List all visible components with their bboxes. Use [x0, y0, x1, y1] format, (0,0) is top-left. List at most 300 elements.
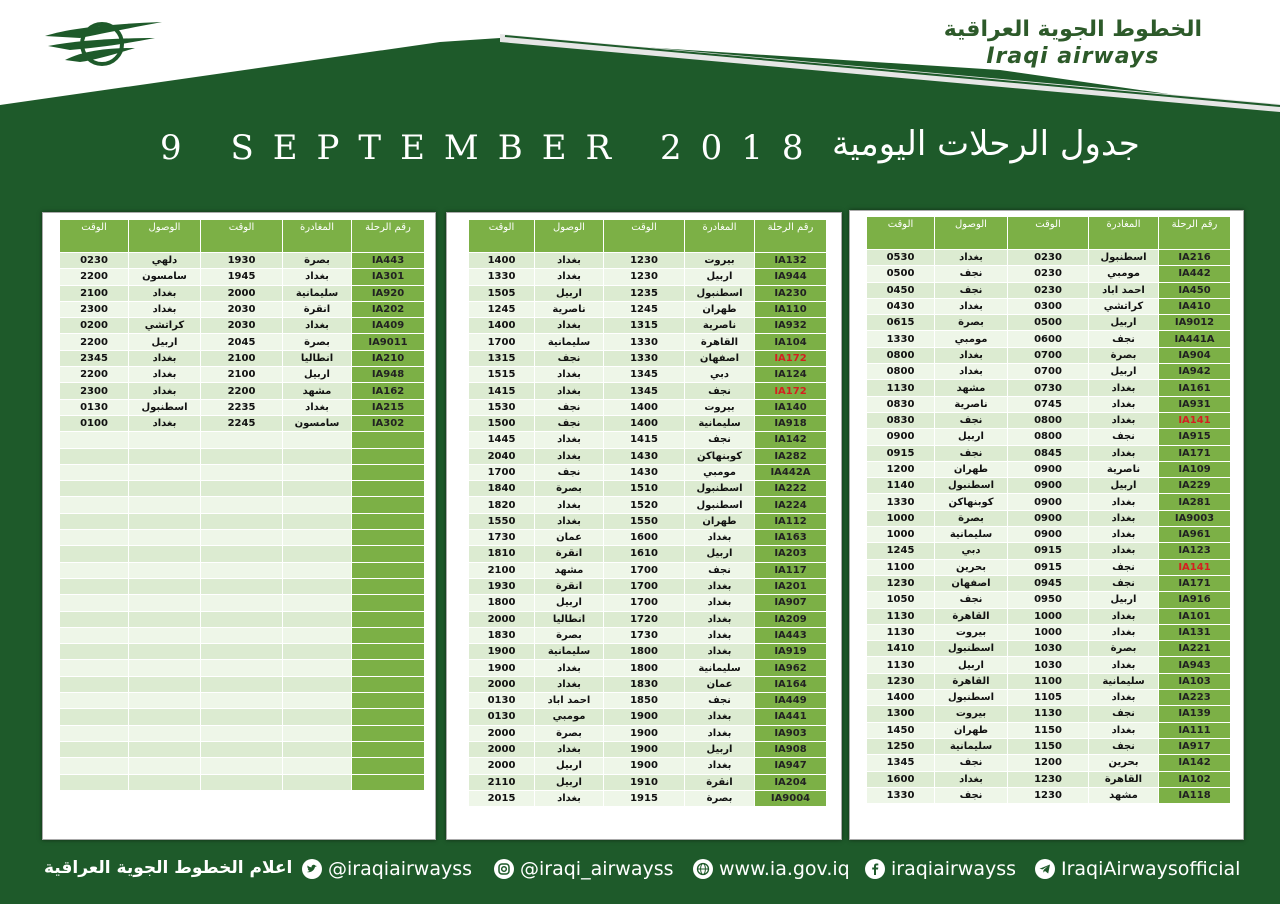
- arrival-time: 2345: [60, 350, 129, 366]
- empty-cell: [201, 578, 283, 594]
- telegram-icon: [1035, 859, 1055, 879]
- arrival-city: اربيل: [535, 774, 604, 790]
- flight-row: [60, 383, 425, 399]
- flight-row: [867, 690, 1231, 706]
- arrival-city: نجف: [535, 415, 604, 431]
- flight-row: [469, 350, 827, 366]
- departure-city: بصرة: [283, 334, 352, 350]
- footer-website[interactable]: [693, 858, 850, 880]
- footer-telegram[interactable]: [1035, 858, 1240, 880]
- departure-city: نجف: [1089, 559, 1159, 575]
- arrival-city: طهران: [935, 461, 1008, 477]
- empty-cell: [129, 497, 201, 513]
- flight-number: IA161: [1159, 380, 1231, 396]
- departure-time: 1700: [604, 578, 685, 594]
- departure-city: بغداد: [685, 627, 755, 643]
- flight-row: [469, 318, 827, 334]
- departure-time: 1400: [604, 415, 685, 431]
- footer-media-credit: [44, 858, 292, 878]
- arrival-time: 1810: [469, 546, 535, 562]
- departure-time: 1400: [604, 399, 685, 415]
- header-arrival: الوصول: [935, 217, 1008, 250]
- flight-number: IA203: [755, 546, 827, 562]
- arrival-city: بغداد: [535, 448, 604, 464]
- arrival-time: 1230: [867, 673, 935, 689]
- flight-number: IA102: [1159, 771, 1231, 787]
- arrival-time: 1330: [867, 331, 935, 347]
- arrival-time: 2000: [469, 758, 535, 774]
- departure-city: بصرة: [685, 790, 755, 806]
- flight-row: [867, 657, 1231, 673]
- flight-row: [469, 627, 827, 643]
- empty-cell: [283, 546, 352, 562]
- arrival-city: اصفهان: [935, 575, 1008, 591]
- departure-time: 1245: [604, 301, 685, 317]
- arrival-city: بغداد: [535, 367, 604, 383]
- empty-cell: [129, 676, 201, 692]
- empty-cell: [201, 676, 283, 692]
- arrival-city: اربيل: [535, 758, 604, 774]
- flight-row: [867, 755, 1231, 771]
- flight-row: [867, 527, 1231, 543]
- departure-time: 0745: [1008, 396, 1089, 412]
- arrival-city: اربيل: [935, 429, 1008, 445]
- departure-time: 0900: [1008, 510, 1089, 526]
- flight-number: IA112: [755, 513, 827, 529]
- flight-row: [867, 608, 1231, 624]
- empty-cell: [201, 644, 283, 660]
- arrival-city: بغداد: [535, 660, 604, 676]
- flight-number: IA947: [755, 758, 827, 774]
- departure-city: كراتشي: [1089, 298, 1159, 314]
- arrival-city: اربيل: [535, 285, 604, 301]
- departure-city: نجف: [685, 693, 755, 709]
- departure-time: 1850: [604, 693, 685, 709]
- departure-time: 1330: [604, 334, 685, 350]
- arrival-time: 1400: [469, 253, 535, 269]
- flight-row: [867, 266, 1231, 282]
- flight-row: [867, 478, 1231, 494]
- departure-time: 0300: [1008, 298, 1089, 314]
- flight-number: IA172: [755, 350, 827, 366]
- empty-cell: [352, 741, 425, 757]
- flight-row: [469, 758, 827, 774]
- flight-row: [469, 660, 827, 676]
- arrival-time: 1930: [469, 578, 535, 594]
- flight-table-morning: [866, 216, 1231, 804]
- departure-city: نجف: [685, 383, 755, 399]
- arrival-city: كراتشي: [129, 318, 201, 334]
- arrival-city: بغداد: [535, 790, 604, 806]
- empty-cell: [283, 432, 352, 448]
- empty-cell: [129, 530, 201, 546]
- empty-cell: [352, 676, 425, 692]
- empty-cell: [283, 741, 352, 757]
- empty-row: [60, 660, 425, 676]
- departure-city: بغداد: [685, 644, 755, 660]
- empty-cell: [352, 644, 425, 660]
- flight-row: [867, 461, 1231, 477]
- empty-cell: [60, 660, 129, 676]
- flight-row: [867, 641, 1231, 657]
- departure-city: بغداد: [685, 611, 755, 627]
- arrival-time: 1330: [867, 787, 935, 803]
- flight-row: [60, 285, 425, 301]
- flight-row: [60, 269, 425, 285]
- empty-cell: [129, 774, 201, 790]
- empty-cell: [352, 530, 425, 546]
- empty-cell: [201, 432, 283, 448]
- header-flight-number: رقم الرحلة: [755, 220, 827, 253]
- flight-row: [469, 530, 827, 546]
- departure-time: 1345: [604, 367, 685, 383]
- flight-number: IA920: [352, 285, 425, 301]
- flight-number: IA131: [1159, 624, 1231, 640]
- flight-row: [469, 432, 827, 448]
- empty-cell: [129, 627, 201, 643]
- flight-number: IA443: [755, 627, 827, 643]
- departure-city: بيروت: [685, 253, 755, 269]
- flight-row: [867, 592, 1231, 608]
- departure-time: 0230: [1008, 250, 1089, 266]
- arrival-time: 2200: [60, 334, 129, 350]
- empty-cell: [352, 595, 425, 611]
- empty-cell: [60, 709, 129, 725]
- arrival-time: 1450: [867, 722, 935, 738]
- arrival-time: 1515: [469, 367, 535, 383]
- empty-row: [60, 644, 425, 660]
- departure-city: بغداد: [1089, 380, 1159, 396]
- departure-city: بغداد: [685, 530, 755, 546]
- flight-row: [469, 513, 827, 529]
- departure-city: نجف: [1089, 331, 1159, 347]
- departure-time: 1105: [1008, 690, 1089, 706]
- empty-cell: [283, 562, 352, 578]
- arrival-time: 0230: [60, 253, 129, 269]
- arrival-city: انقرة: [535, 546, 604, 562]
- empty-cell: [352, 660, 425, 676]
- empty-cell: [283, 464, 352, 480]
- departure-city: نجف: [1089, 575, 1159, 591]
- arrival-time: 1000: [867, 527, 935, 543]
- empty-cell: [129, 432, 201, 448]
- departure-time: 1415: [604, 432, 685, 448]
- arrival-time: 2000: [469, 741, 535, 757]
- arrival-city: بصرة: [935, 510, 1008, 526]
- departure-city: بغداد: [685, 595, 755, 611]
- departure-city: بغداد: [1089, 722, 1159, 738]
- empty-row: [60, 481, 425, 497]
- flight-row: [469, 725, 827, 741]
- departure-city: بغداد: [685, 725, 755, 741]
- flight-number: IA918: [755, 415, 827, 431]
- empty-cell: [283, 513, 352, 529]
- departure-city: سليمانية: [283, 285, 352, 301]
- flight-row: [60, 350, 425, 366]
- arrival-time: 0830: [867, 396, 935, 412]
- departure-time: 0950: [1008, 592, 1089, 608]
- flight-row: [469, 334, 827, 350]
- header-arrival: الوصول: [129, 220, 201, 253]
- departure-time: 0900: [1008, 461, 1089, 477]
- departure-time: 1915: [604, 790, 685, 806]
- footer-twitter[interactable]: [302, 858, 472, 880]
- empty-cell: [283, 595, 352, 611]
- flight-row: [867, 771, 1231, 787]
- header-arrival-time: الوقت: [469, 220, 535, 253]
- arrival-city: نجف: [935, 787, 1008, 803]
- departure-time: 1600: [604, 530, 685, 546]
- flight-row: [867, 364, 1231, 380]
- departure-time: 0845: [1008, 445, 1089, 461]
- arrival-city: مومبي: [935, 331, 1008, 347]
- empty-cell: [283, 725, 352, 741]
- departure-city: مومبي: [1089, 266, 1159, 282]
- empty-cell: [129, 448, 201, 464]
- departure-time: 1000: [1008, 624, 1089, 640]
- empty-cell: [129, 611, 201, 627]
- flight-number: IA171: [1159, 575, 1231, 591]
- flight-row: [469, 464, 827, 480]
- flight-number: IA110: [755, 301, 827, 317]
- arrival-time: 2000: [469, 725, 535, 741]
- flight-row: [867, 429, 1231, 445]
- departure-time: 2235: [201, 399, 283, 415]
- departure-time: 1720: [604, 611, 685, 627]
- arrival-time: 2100: [469, 562, 535, 578]
- flight-row: [469, 741, 827, 757]
- empty-cell: [60, 562, 129, 578]
- footer-instagram[interactable]: [494, 858, 674, 880]
- empty-cell: [352, 481, 425, 497]
- arrival-city: ناصرية: [935, 396, 1008, 412]
- departure-city: بغداد: [1089, 690, 1159, 706]
- empty-cell: [283, 530, 352, 546]
- empty-cell: [129, 660, 201, 676]
- arrival-city: مشهد: [535, 562, 604, 578]
- departure-city: اصفهان: [685, 350, 755, 366]
- schedule-date: 9 SEPTEMBER 2018: [160, 128, 823, 168]
- arrival-time: 1820: [469, 497, 535, 513]
- empty-cell: [283, 627, 352, 643]
- departure-time: 1230: [1008, 787, 1089, 803]
- flight-row: [60, 301, 425, 317]
- arrival-city: بغداد: [935, 364, 1008, 380]
- flight-row: [867, 673, 1231, 689]
- arrival-city: دلهي: [129, 253, 201, 269]
- facebook-handle: iraqiairwayss: [891, 858, 1017, 880]
- empty-row: [60, 562, 425, 578]
- departure-city: نجف: [685, 562, 755, 578]
- departure-time: 2045: [201, 334, 283, 350]
- departure-time: 1230: [604, 269, 685, 285]
- departure-city: بغداد: [283, 399, 352, 415]
- departure-city: بغداد: [1089, 527, 1159, 543]
- arrival-city: بغداد: [935, 347, 1008, 363]
- instagram-icon: [494, 859, 514, 879]
- departure-time: 0700: [1008, 364, 1089, 380]
- header-arrival-time: الوقت: [867, 217, 935, 250]
- flight-row: [469, 774, 827, 790]
- flight-number: IA410: [1159, 298, 1231, 314]
- departure-time: 0800: [1008, 429, 1089, 445]
- arrival-time: 0800: [867, 364, 935, 380]
- departure-time: 1900: [604, 758, 685, 774]
- arrival-city: دبي: [935, 543, 1008, 559]
- empty-cell: [283, 660, 352, 676]
- departure-time: 0600: [1008, 331, 1089, 347]
- departure-city: ناصرية: [1089, 461, 1159, 477]
- flight-row: [867, 787, 1231, 803]
- departure-time: 1100: [1008, 673, 1089, 689]
- departure-city: مشهد: [1089, 787, 1159, 803]
- header-flight-number: رقم الرحلة: [1159, 217, 1231, 250]
- empty-row: [60, 546, 425, 562]
- header-flight-number: رقم الرحلة: [352, 220, 425, 253]
- arrival-city: بغداد: [535, 676, 604, 692]
- flight-number: IA118: [1159, 787, 1231, 803]
- flight-row: [469, 497, 827, 513]
- departure-city: بغداد: [685, 578, 755, 594]
- arrival-city: نجف: [935, 266, 1008, 282]
- arrival-city: اسطنبول: [935, 690, 1008, 706]
- empty-cell: [283, 676, 352, 692]
- departure-time: 1230: [604, 253, 685, 269]
- empty-cell: [60, 546, 129, 562]
- arrival-time: 0130: [469, 693, 535, 709]
- arrival-time: 1130: [867, 608, 935, 624]
- flight-number: IA9004: [755, 790, 827, 806]
- empty-cell: [201, 709, 283, 725]
- twitter-handle: @iraqiairwayss: [328, 858, 473, 880]
- empty-row: [60, 448, 425, 464]
- flight-row: [469, 481, 827, 497]
- flight-row: [867, 624, 1231, 640]
- departure-city: سليمانية: [685, 660, 755, 676]
- arrival-time: 1130: [867, 657, 935, 673]
- empty-cell: [352, 758, 425, 774]
- iraqi-airways-logo-icon: [40, 14, 165, 66]
- flight-number: IA221: [1159, 641, 1231, 657]
- departure-city: اربيل: [1089, 478, 1159, 494]
- departure-time: 1130: [1008, 706, 1089, 722]
- empty-row: [60, 530, 425, 546]
- arrival-time: 1000: [867, 510, 935, 526]
- arrival-city: بصرة: [935, 315, 1008, 331]
- flight-row: [469, 676, 827, 692]
- departure-time: 2100: [201, 350, 283, 366]
- arrival-city: سليمانية: [535, 334, 604, 350]
- departure-time: 1700: [604, 562, 685, 578]
- arrival-city: عمان: [535, 530, 604, 546]
- flight-number: IA948: [352, 367, 425, 383]
- departure-time: 1610: [604, 546, 685, 562]
- footer-facebook[interactable]: [865, 858, 1016, 880]
- flight-row: [867, 738, 1231, 754]
- flight-number: IA916: [1159, 592, 1231, 608]
- flight-number: IA919: [755, 644, 827, 660]
- arrival-time: 1330: [867, 494, 935, 510]
- flight-row: [867, 510, 1231, 526]
- flight-number: IA904: [1159, 347, 1231, 363]
- empty-row: [60, 758, 425, 774]
- flight-number: IA917: [1159, 738, 1231, 754]
- departure-time: 2100: [201, 367, 283, 383]
- arrival-city: بغداد: [535, 513, 604, 529]
- flight-number: IA9003: [1159, 510, 1231, 526]
- arrival-city: بغداد: [535, 741, 604, 757]
- empty-row: [60, 627, 425, 643]
- departure-city: طهران: [685, 513, 755, 529]
- empty-cell: [201, 595, 283, 611]
- flight-number: IA932: [755, 318, 827, 334]
- empty-cell: [201, 741, 283, 757]
- empty-cell: [352, 513, 425, 529]
- flight-row: [469, 595, 827, 611]
- flight-number: IA961: [1159, 527, 1231, 543]
- arrival-time: 1245: [867, 543, 935, 559]
- flight-row: [469, 644, 827, 660]
- departure-city: اربيل: [1089, 315, 1159, 331]
- empty-row: [60, 578, 425, 594]
- departure-city: بغداد: [1089, 624, 1159, 640]
- empty-cell: [283, 709, 352, 725]
- arrival-city: القاهرة: [935, 673, 1008, 689]
- empty-cell: [352, 562, 425, 578]
- departure-time: 1520: [604, 497, 685, 513]
- flight-row: [469, 415, 827, 431]
- empty-cell: [352, 627, 425, 643]
- arrival-city: اسطنبول: [935, 478, 1008, 494]
- flight-number: IA409: [352, 318, 425, 334]
- facebook-icon: [865, 859, 885, 879]
- empty-cell: [352, 709, 425, 725]
- flight-number: IA163: [755, 530, 827, 546]
- telegram-handle: IraqiAirwaysofficial: [1061, 858, 1241, 880]
- flight-row: [469, 562, 827, 578]
- flight-number: IA210: [352, 350, 425, 366]
- departure-time: 1900: [604, 709, 685, 725]
- flight-number: IA140: [755, 399, 827, 415]
- departure-city: اسطنبول: [1089, 250, 1159, 266]
- departure-time: 1800: [604, 660, 685, 676]
- arrival-time: 1900: [469, 644, 535, 660]
- arrival-time: 2100: [60, 285, 129, 301]
- arrival-city: نجف: [535, 350, 604, 366]
- arrival-time: 1300: [867, 706, 935, 722]
- empty-cell: [283, 644, 352, 660]
- arrival-city: بغداد: [129, 367, 201, 383]
- arrival-city: نجف: [935, 755, 1008, 771]
- empty-cell: [283, 611, 352, 627]
- departure-city: سامسون: [283, 415, 352, 431]
- departure-city: بغداد: [1089, 494, 1159, 510]
- empty-row: [60, 774, 425, 790]
- arrival-city: انقرة: [535, 578, 604, 594]
- arrival-time: 1800: [469, 595, 535, 611]
- departure-time: 1315: [604, 318, 685, 334]
- departure-time: 0800: [1008, 412, 1089, 428]
- departure-city: ناصرية: [685, 318, 755, 334]
- departure-city: بغداد: [685, 709, 755, 725]
- departure-city: القاهرة: [1089, 771, 1159, 787]
- departure-time: 1945: [201, 269, 283, 285]
- departure-time: 0915: [1008, 543, 1089, 559]
- empty-row: [60, 725, 425, 741]
- arrival-time: 1415: [469, 383, 535, 399]
- flight-row: [867, 494, 1231, 510]
- flight-row: [469, 269, 827, 285]
